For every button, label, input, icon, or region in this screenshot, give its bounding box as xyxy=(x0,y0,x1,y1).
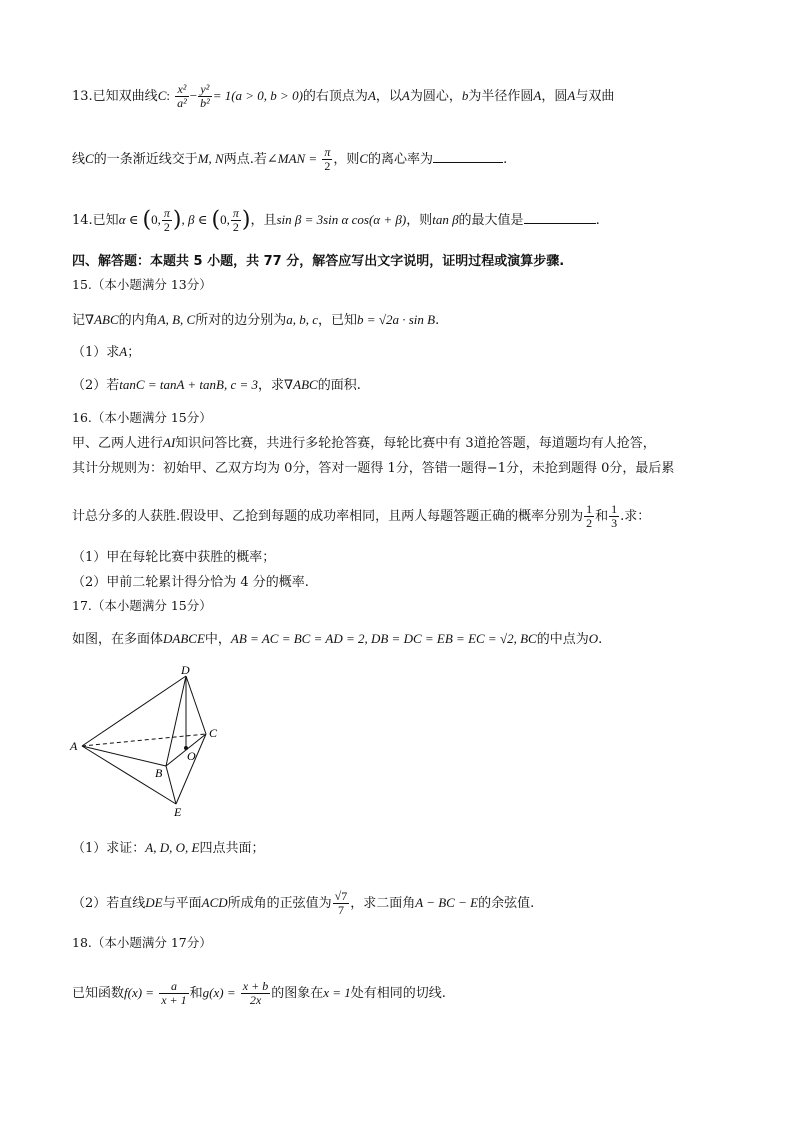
section-4-heading: 四、解答题：本题共 5 小题，共 77 分，解答应写出文字说明，证明过程或演算步骤. xyxy=(72,254,565,269)
frac-y2-b2: $\frac{\text{y²}}{\text{b²}}$ xyxy=(200,82,210,110)
edge-AB xyxy=(82,746,166,766)
q17-part-2: （2）若直线DE与平面ACD所成角的正弦值为 $\frac{√7}{7}$ ，求二面角A − BC − E的余弦值. xyxy=(72,889,535,917)
answer-blank-13[interactable] xyxy=(433,150,503,163)
q14-line: 14.已知α ∈ (0, $\frac{\pi}{2}$ ), β ∈ (0, $\frac{\pi}{2}$ )，且sin β = 3sin α cos(α + β)，则tan β的最大值是 . xyxy=(72,206,600,234)
q16-header: 16.（本小题满分 15分） xyxy=(72,410,212,425)
q13-line-1: 13.已知双曲线C: $\frac{\text{x²}}{\text{a²}}$ − $\frac{\text{y²}}{\text{b²}}$ = 1(a > 0, b > 0)的右顶点为A，以A为圆心，b为半径作圆A，圆A与双曲 xyxy=(72,82,615,110)
edge-AC xyxy=(82,734,206,746)
q16-stem-1: 甲、乙两人进行AI知识问答比赛，共进行多轮抢答赛，每轮比赛中有 3道抢答题，每道题均有人抢答， xyxy=(72,435,656,451)
edge-CE xyxy=(176,734,206,804)
q16-part-2: （2）甲前二轮累计得分恰为 4 分的概率. xyxy=(72,575,309,590)
frac-x2-a2: $\frac{\text{x²}}{\text{a²}}$ xyxy=(177,82,187,110)
q17-header: 17.（本小题满分 15分） xyxy=(72,598,212,613)
q17-stem: 如图，在多面体DABCE中，AB = AC = BC = AD = 2, DB = DC = EB = EC = √2, BC的中点为O. xyxy=(72,631,603,647)
q17-part-1: （1）求证：A, D, O, E四点共面； xyxy=(72,840,265,856)
q18-stem: 已知函数f(x) = $\frac{a}{x + 1}$ 和g(x) = $\frac{x + b}{2x}$ 的图象在x = 1处有相同的切线. xyxy=(72,979,446,1007)
frac-pi-2: $\frac{\pi}{2}$ xyxy=(324,145,331,173)
q18-header: 18.（本小题满分 17分） xyxy=(72,935,212,950)
label-B: B xyxy=(155,766,163,780)
q16-stem-3: 计总分多的人获胜.假设甲、乙抢到每题的成功率相同，且两人每题答题正确的概率分别为 $\frac{1}{2}$ 和 $\frac{1}{3}$ .求： xyxy=(72,502,651,530)
edge-DC xyxy=(186,676,206,734)
q13-line-2: 线C的一条渐近线交于M, N两点.若∠MAN = $\frac{\pi}{2}$ ，则C的离心率为 . xyxy=(72,145,508,173)
label-A: A xyxy=(70,739,78,753)
q16-stem-2: 其计分规则为：初始甲、乙双方均为 0分，答对一题得 1分，答错一题得−1分，未抢到题得 0分，最后累 xyxy=(72,461,675,476)
polyhedron-figure xyxy=(66,664,236,820)
label-D: D xyxy=(181,664,190,677)
q16-part-1: （1）甲在每轮比赛中获胜的概率； xyxy=(72,550,276,565)
q15-part-1: （1）求A； xyxy=(72,344,141,360)
q15-header: 15.（本小题满分 13分） xyxy=(72,277,212,292)
edge-AD xyxy=(82,676,186,746)
label-E: E xyxy=(174,805,182,819)
label-O: O xyxy=(187,749,196,763)
q15-stem: 记∇ABC的内角A, B, C所对的边分别为a, b, c，已知b = √2a · sin B. xyxy=(72,312,440,328)
q15-part-2: （2）若tanC = tanA + tanB, c = 3，求∇ABC的面积. xyxy=(72,377,361,393)
answer-blank-14[interactable] xyxy=(524,211,596,224)
label-C: C xyxy=(209,726,218,740)
